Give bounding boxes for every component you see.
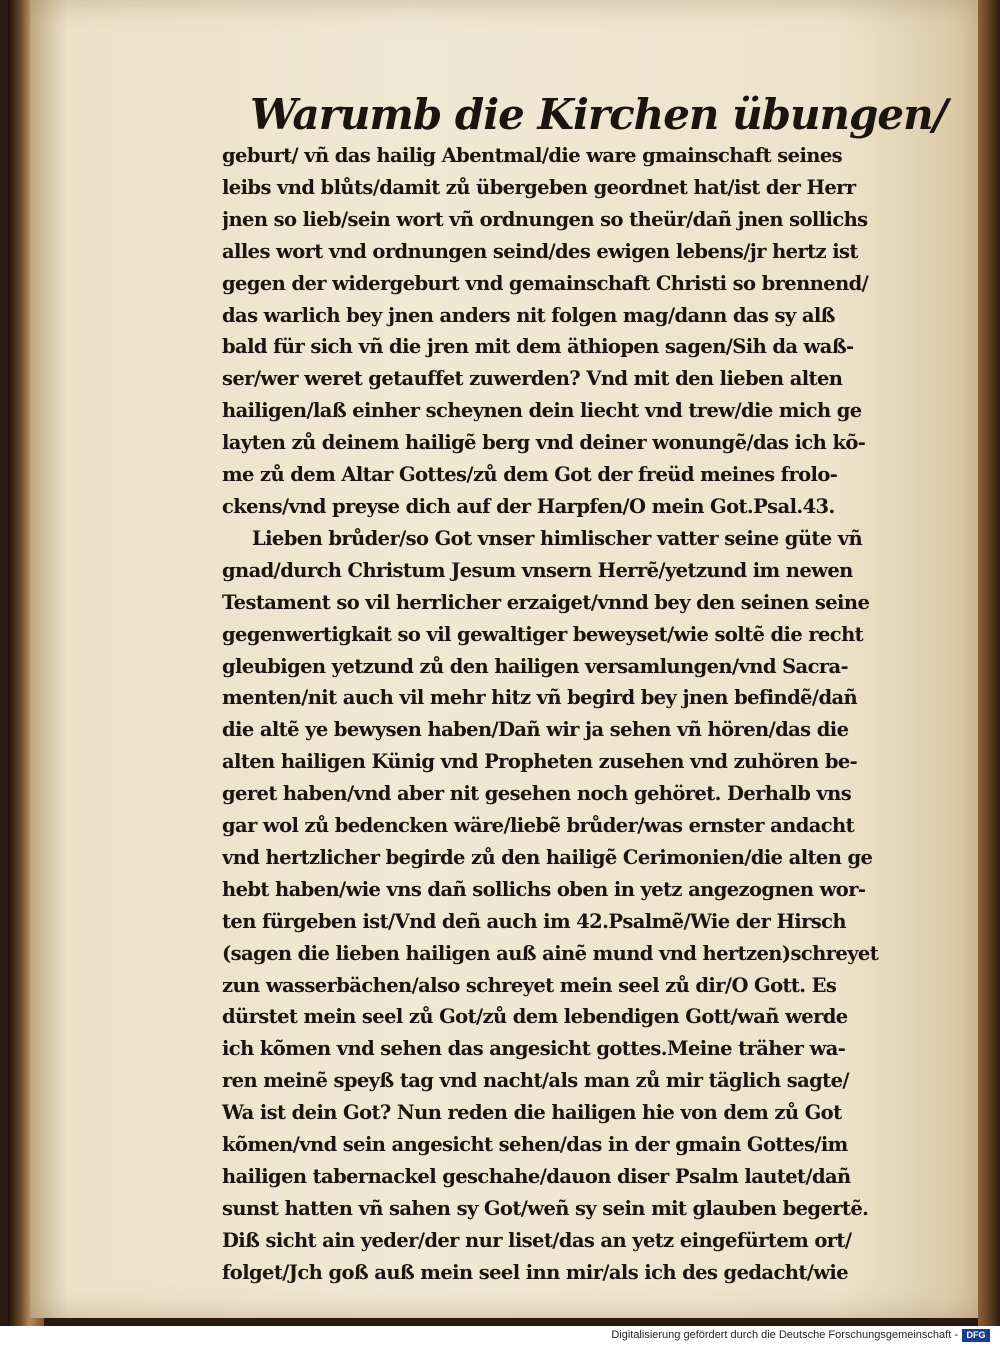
text-line: Testament so vil herrlicher erzaiget/vnnd bey den seinen seine: [222, 590, 870, 614]
book-right-edge: [978, 0, 1000, 1326]
text-line: leibs vnd blůts/damit zů übergeben geordnet hat/ist der Herr: [222, 175, 856, 199]
text-line: vnd hertzlicher begirde zů den hailigẽ Cerimonien/die alten ge: [222, 845, 873, 869]
text-line: hebt haben/wie vns dañ sollichs oben in yetz angezognen wor-: [222, 877, 866, 901]
text-line: dürstet mein seel zů Got/zů dem lebendigen Gott/wañ werde: [222, 1005, 848, 1029]
text-line: die altẽ ye bewysen haben/Dañ wir ja sehen vñ hören/das die: [222, 718, 849, 742]
text-line: jnen so lieb/sein wort vñ ordnungen so theür/dañ jnen sollichs: [222, 207, 868, 231]
text-line: gleubigen yetzund zů den hailigen versamlungen/vnd Sacra-: [222, 654, 849, 678]
text-line: gar wol zů bedencken wäre/liebẽ brůder/was ernster andacht: [222, 814, 855, 838]
text-line: alten hailigen Künig vnd Propheten zusehen vnd zuhören be-: [222, 750, 858, 774]
dfg-logo-icon: DFG: [962, 1329, 990, 1342]
text-line: hailigen/laß einher scheynen dein liecht vnd trew/die mich ge: [222, 399, 862, 423]
body-text: [222, 140, 912, 1289]
running-header: Warumb die Kirchen übungen/: [250, 90, 948, 139]
text-line: gegenwertigkait so vil gewaltiger beweyset/wie soltẽ die recht: [222, 622, 864, 646]
text-line: ckens/vnd preyse dich auf der Harpfen/O mein Got.Psal.43.: [222, 494, 835, 518]
text-line-paragraph-start: Lieben brůder/so Got vnser himlischer vatter seine güte vñ: [252, 526, 863, 550]
text-line: Wa ist dein Got? Nun reden die hailigen hie von dem zů Got: [222, 1101, 842, 1125]
text-line: layten zů deinem hailigẽ berg vnd deiner wonungẽ/das ich kõ-: [222, 431, 866, 455]
text-line: geburt/ vñ das hailig Abentmal/die ware gmainschaft seines: [222, 144, 843, 167]
text-line: ich kõmen vnd sehen das angesicht gottes.Meine träher wa-: [222, 1037, 846, 1061]
funding-notice: Digitalisierung gefördert durch die Deutsche Forschungsgemeinschaft -: [611, 1329, 958, 1341]
text-line: Diß sicht ain yeder/der nur liset/das an yetz eingefürtem ort/: [222, 1228, 852, 1252]
text-line: menten/nit auch vil mehr hitz vñ begird bey jnen befindẽ/dañ: [222, 686, 858, 710]
text-line: kõmen/vnd sein angesicht sehen/das in der gmain Gottes/im: [222, 1133, 848, 1157]
digitization-footer: [0, 1326, 1000, 1346]
text-line: sunst hatten vñ sahen sy Got/weñ sy sein mit glauben begertẽ.: [222, 1196, 869, 1220]
text-line: das warlich bey jnen anders nit folgen mag/dann das sy alß: [222, 303, 835, 327]
text-line: (sagen die lieben hailigen auß ainẽ mund vnd hertzen)schreyet: [222, 941, 879, 965]
text-line: hailigen tabernackel geschahe/dauon diser Psalm lautet/dañ: [222, 1165, 851, 1188]
text-line: gnad/durch Christum Jesum vnsern Herrẽ/yetzund im newen: [222, 558, 853, 582]
text-line: bald für sich vñ die jren mit dem äthiopen sagen/Sih da waß-: [222, 335, 854, 359]
text-line: gegen der widergeburt vnd gemainschaft Christi so brennend/: [222, 271, 869, 295]
text-line: geret haben/vnd aber nit gesehen noch gehöret. Derhalb vns: [222, 782, 852, 806]
text-line: ten fürgeben ist/Vnd deñ auch im 42.Psalmẽ/Wie der Hirsch: [222, 909, 846, 933]
text-line: me zů dem Altar Gottes/zů dem Got der freüd meines frolo-: [222, 463, 838, 487]
text-line: folget/Jch goß auß mein seel inn mir/als ich des gedacht/wie: [222, 1260, 849, 1284]
text-line: zun wasserbächen/also schreyet mein seel zů dir/O Gott. Es: [222, 973, 837, 997]
text-line: ser/wer weret getauffet zuwerden? Vnd mit den lieben alten: [222, 367, 843, 391]
text-line: alles wort vnd ordnungen seind/des ewigen lebens/jr hertz ist: [222, 239, 858, 263]
text-line: ren meinẽ speyß tag vnd nacht/als man zů mir täglich sagte/: [222, 1069, 849, 1093]
